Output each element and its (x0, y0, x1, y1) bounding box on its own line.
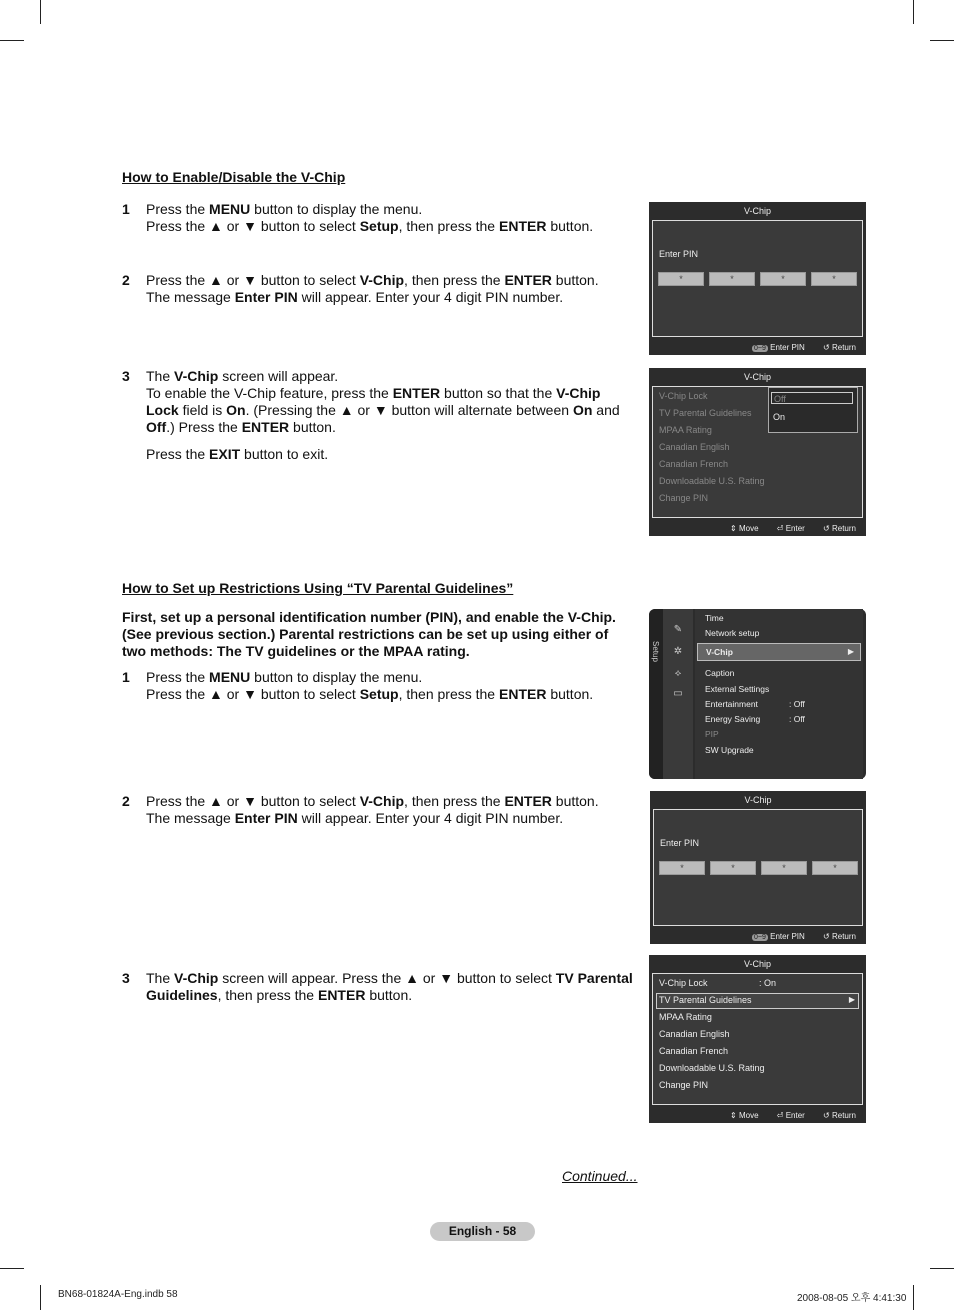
pin-digit[interactable]: * (761, 861, 807, 875)
menu-item-canadian-english[interactable]: Canadian English (659, 1029, 730, 1039)
footer-return: Return (831, 343, 856, 352)
screen-panel (652, 220, 863, 337)
selected-menu-row[interactable] (656, 993, 859, 1009)
return-icon: ↺ (823, 524, 830, 533)
crop-mark (930, 40, 954, 41)
menu-item-change-pin[interactable]: Change PIN (659, 1080, 709, 1090)
return-icon: ↺ (823, 1111, 830, 1120)
return-icon: ↺ (823, 932, 830, 941)
step-number: 1 (122, 201, 130, 217)
vchip-lock-value: : On (759, 978, 777, 988)
crop-mark (930, 1268, 954, 1269)
menu-icon-column (663, 609, 693, 779)
menu-item-tv-parental[interactable]: TV Parental Guidelines (659, 408, 752, 418)
screen-title: V-Chip (744, 795, 772, 805)
right-arrow-icon: ▶ (847, 647, 854, 656)
step-text (146, 970, 636, 1004)
step-line (146, 436, 636, 446)
option-on[interactable]: On (773, 412, 786, 422)
pin-digit[interactable]: * (812, 861, 858, 875)
vchip-pin-screen (649, 202, 866, 355)
footer-move: Move (738, 524, 759, 533)
setup-item-vchip: V-Chip (706, 647, 733, 657)
pin-digit[interactable]: * (811, 272, 857, 286)
crop-mark (913, 1285, 914, 1310)
screen-panel (653, 809, 863, 926)
enter-icon: ⏎ (776, 1111, 784, 1120)
step-line: The V-Chip screen will appear. (146, 368, 339, 384)
pin-digit[interactable]: * (710, 861, 756, 875)
section-heading: How to Set up Restrictions Using “TV Parental Guidelines” (122, 580, 514, 596)
setup-item-value: : Off (789, 714, 805, 724)
screen-panel (652, 386, 863, 518)
setup-item[interactable]: Time (705, 613, 724, 623)
vchip-menu-screen (649, 955, 866, 1123)
footer-enter: Enter (785, 1111, 805, 1120)
step-line: The V-Chip screen will appear. Press the ▲ or ▼ button to select TV Parental Guidelines, then press the ENTER button. (146, 970, 633, 1003)
option-off[interactable]: Off (771, 392, 853, 404)
pin-digit[interactable]: * (760, 272, 806, 286)
menu-item-downloadable[interactable]: Downloadable U.S. Rating (659, 476, 765, 486)
pin-digit[interactable]: * (659, 861, 705, 875)
setup-item[interactable]: Energy Saving (705, 714, 761, 724)
enter-icon: ⏎ (776, 524, 784, 533)
footer-move: Move (738, 1111, 759, 1120)
footer-return: Return (831, 932, 856, 941)
menu-item-change-pin[interactable]: Change PIN (659, 493, 709, 503)
footer-return: Return (831, 1111, 856, 1120)
footer-timestamp: 2008-08-05 오후 4:41:30 (797, 1293, 907, 1304)
number-keys-icon: 0~9 (754, 934, 766, 941)
page-number-badge: English - 58 (430, 1222, 535, 1241)
step-number: 2 (122, 272, 130, 288)
number-keys-icon: 0~9 (754, 345, 766, 352)
footer-enter-pin: Enter PIN (770, 343, 805, 352)
setup-item[interactable]: Caption (705, 668, 735, 678)
enter-pin-label: Enter PIN (660, 838, 700, 848)
crop-mark (0, 40, 24, 41)
picture-icon[interactable]: ✎ (673, 624, 683, 635)
setup-item[interactable]: PIP (705, 729, 719, 739)
input-icon[interactable]: ⟡ (674, 668, 682, 679)
right-arrow-icon: ▶ (848, 995, 855, 1004)
pin-digit[interactable]: * (658, 272, 704, 286)
continued-note: Continued... (562, 1168, 638, 1184)
screen-footer (714, 524, 856, 533)
screen-title: V-Chip (743, 206, 771, 216)
setup-item[interactable]: SW Upgrade (705, 745, 754, 755)
screen-footer (714, 1111, 856, 1120)
screen-title: V-Chip (743, 959, 771, 969)
step-line: Press the ▲ or ▼ button to select Setup, then press the ENTER button. (146, 218, 594, 234)
gear-icon[interactable]: ✲ (673, 646, 683, 657)
menu-item-canadian-french[interactable]: Canadian French (659, 459, 729, 469)
step-line: Press the MENU button to display the menu. (146, 201, 423, 217)
up-down-arrows-icon: ⇕ (730, 1111, 737, 1120)
step-line: Press the MENU button to display the menu. (146, 669, 423, 685)
menu-item-mpaa[interactable]: MPAA Rating (659, 425, 712, 435)
menu-item-canadian-french[interactable]: Canadian French (659, 1046, 729, 1056)
setup-menu-panel (695, 609, 863, 779)
step-number: 2 (122, 793, 130, 809)
section-heading: How to Enable/Disable the V-Chip (122, 169, 346, 185)
vchip-lock-screen (649, 368, 866, 536)
setup-item[interactable]: Network setup (705, 628, 760, 638)
menu-item-mpaa[interactable]: MPAA Rating (659, 1012, 712, 1022)
intro-text: First, set up a personal identification number (PIN), and enable the V-Chip. (See previous section.) Parental restrictions can be set up using either of two methods: The TV guidelines or the MPAA rating. (122, 609, 616, 659)
screen-panel (652, 973, 863, 1105)
setup-tab-label: Setup (651, 641, 660, 662)
footer-enter-pin: Enter PIN (770, 932, 805, 941)
step-text (146, 201, 636, 235)
step-line: Press the ▲ or ▼ button to select V-Chip, then press the ENTER button. (146, 272, 599, 288)
pin-digit[interactable]: * (709, 272, 755, 286)
screen-footer (736, 932, 856, 941)
step-text (146, 368, 636, 463)
menu-item-vchip-lock[interactable]: V-Chip Lock (659, 391, 708, 401)
crop-mark (40, 1285, 41, 1310)
setup-item-selected[interactable] (697, 643, 861, 661)
menu-side-tab (649, 609, 663, 779)
menu-item-downloadable[interactable]: Downloadable U.S. Rating (659, 1063, 765, 1073)
footer-enter: Enter (785, 524, 805, 533)
footer-return: Return (831, 524, 856, 533)
on-off-popup (768, 387, 858, 433)
step-line: Press the ▲ or ▼ button to select V-Chip, then press the ENTER button. (146, 793, 599, 809)
setup-item-value: : Off (789, 699, 805, 709)
menu-item-tv-parental: TV Parental Guidelines (659, 995, 752, 1005)
menu-item-vchip-lock[interactable]: V-Chip Lock (659, 978, 708, 988)
enter-pin-label: Enter PIN (659, 249, 699, 259)
setup-item[interactable]: External Settings (705, 684, 770, 694)
step-line: The message Enter PIN will appear. Enter your 4 digit PIN number. (146, 810, 564, 826)
step-line: The message Enter PIN will appear. Enter your 4 digit PIN number. (146, 289, 564, 305)
crop-mark (40, 0, 41, 24)
crop-mark (0, 1268, 24, 1269)
return-icon: ↺ (823, 343, 830, 352)
step-line: To enable the V-Chip feature, press the ENTER button so that the V-Chip Lock field is On. (Pressing the ▲ or ▼ button will alternate between On and Off.) Press the ENTER button. (146, 385, 620, 435)
screen-footer (736, 343, 856, 352)
step-text (146, 272, 636, 306)
footer-file-info: BN68-01824A-Eng.indb 58 (58, 1289, 178, 1300)
vchip-pin-screen (650, 791, 866, 944)
application-icon[interactable]: ▭ (673, 688, 683, 699)
step-text (146, 669, 636, 703)
setup-menu-screen (649, 609, 866, 779)
step-number: 3 (122, 970, 130, 986)
step-number: 1 (122, 669, 130, 685)
step-text (146, 793, 636, 827)
menu-item-canadian-english[interactable]: Canadian English (659, 442, 730, 452)
setup-item[interactable]: Entertainment (705, 699, 758, 709)
up-down-arrows-icon: ⇕ (730, 524, 737, 533)
step-line: Press the EXIT button to exit. (146, 446, 329, 462)
step-number: 3 (122, 368, 130, 384)
screen-title: V-Chip (743, 372, 771, 382)
crop-mark (913, 0, 914, 24)
step-line: Press the ▲ or ▼ button to select Setup, then press the ENTER button. (146, 686, 594, 702)
